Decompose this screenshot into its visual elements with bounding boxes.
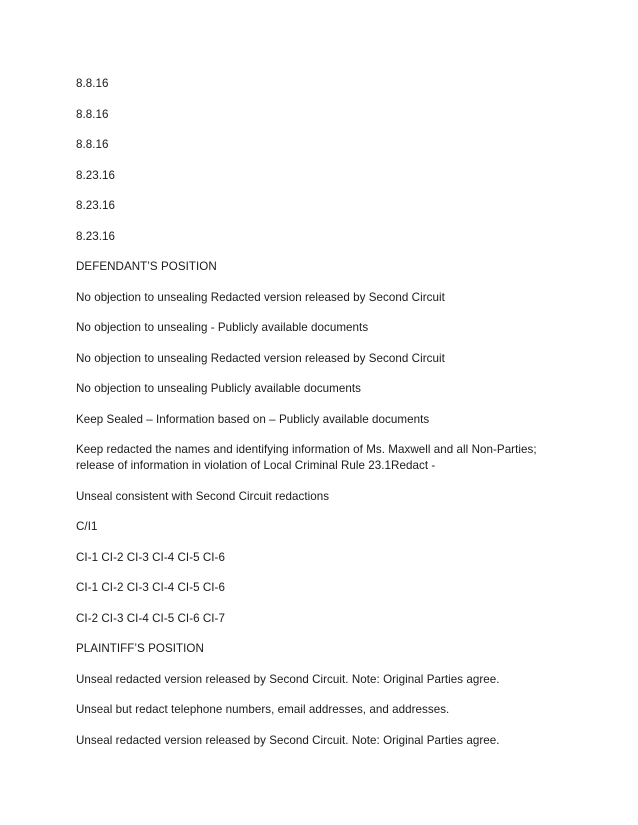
- position-line: No objection to unsealing - Publicly available documents: [76, 321, 369, 334]
- position-line: Keep Sealed – Information based on – Publicly available documents: [76, 412, 430, 426]
- plaintiff-position-heading: PLAINTIFF’S POSITION: [76, 642, 204, 655]
- position-line: Unseal consistent with Second Circuit redactions: [76, 489, 330, 503]
- date-line: 8.8.16: [76, 138, 109, 151]
- ci-reference-line: C/I1: [76, 520, 98, 533]
- date-line: 8.8.16: [76, 77, 109, 90]
- ci-reference-line: CI-1 CI-2 CI-3 CI-4 CI-5 CI-6: [76, 550, 225, 564]
- defendant-position-heading: DEFENDANT’S POSITION: [76, 260, 217, 273]
- document-body: [76, 76, 576, 763]
- position-paragraph-line: Keep redacted the names and identifying information of Ms. Maxwell and all Non-Parties;: [76, 443, 537, 456]
- position-line: No objection to unsealing Redacted version released by Second Circuit: [76, 290, 445, 304]
- position-paragraph-line: release of information in violation of Local Criminal Rule 23.1Redact -: [76, 459, 436, 472]
- position-paragraph: [76, 442, 576, 474]
- position-line: No objection to unsealing Publicly available documents: [76, 382, 361, 395]
- date-line: 8.23.16: [76, 229, 116, 243]
- date-line: 8.23.16: [76, 168, 116, 182]
- ci-reference-line: CI-1 CI-2 CI-3 CI-4 CI-5 CI-6: [76, 581, 225, 594]
- date-line: 8.8.16: [76, 107, 109, 121]
- position-line: No objection to unsealing Redacted version released by Second Circuit: [76, 351, 445, 365]
- position-line: Unseal redacted version released by Second Circuit. Note: Original Parties agree.: [76, 733, 500, 747]
- position-line: Unseal redacted version released by Second Circuit. Note: Original Parties agree.: [76, 672, 500, 686]
- ci-reference-line: CI-2 CI-3 CI-4 CI-5 CI-6 CI-7: [76, 611, 225, 625]
- date-line: 8.23.16: [76, 199, 116, 212]
- position-line: Unseal but redact telephone numbers, email addresses, and addresses.: [76, 703, 450, 716]
